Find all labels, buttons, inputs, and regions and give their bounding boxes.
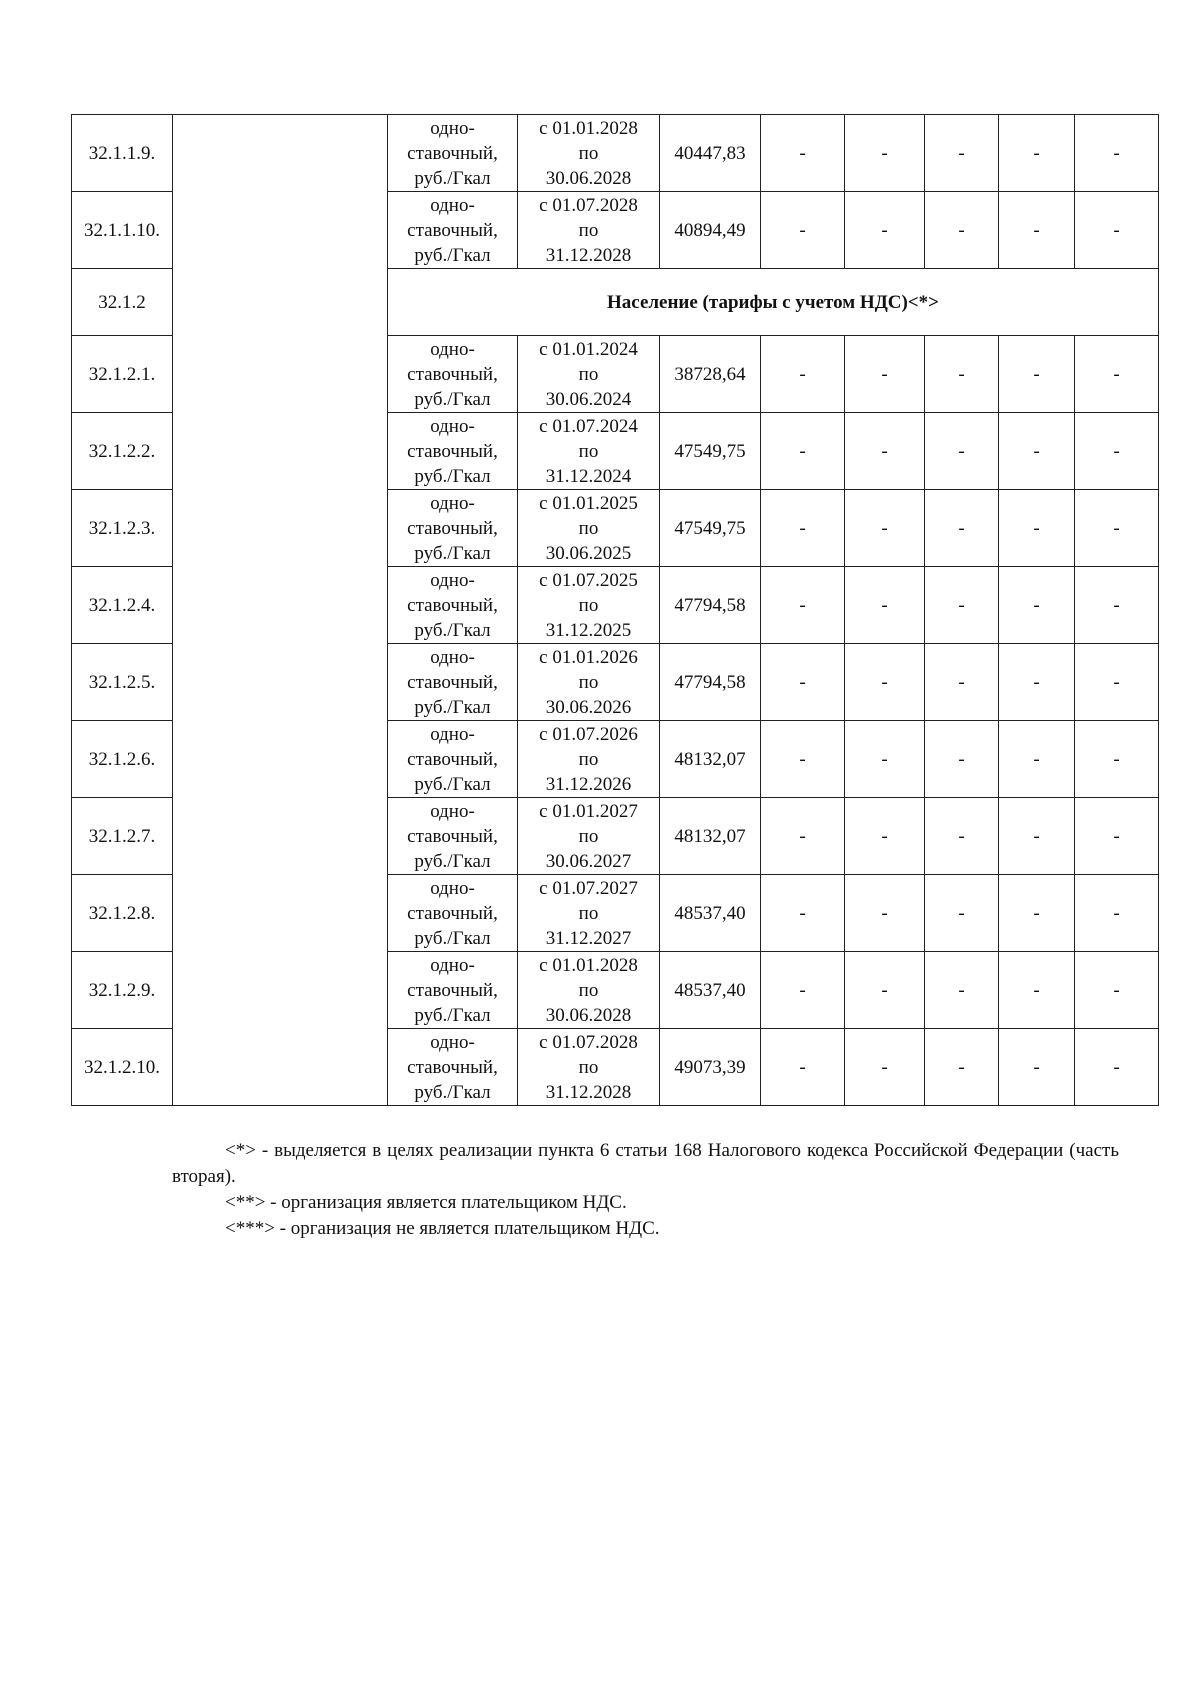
tariff-type xyxy=(388,798,518,875)
tariff-period xyxy=(518,875,660,952)
dash-cell: - xyxy=(925,192,999,269)
dash-cell: - xyxy=(999,115,1075,192)
tariff-period-line: 30.06.2024 xyxy=(545,388,632,410)
tariff-type-line: одно- xyxy=(430,1031,475,1053)
tariff-type-line: ставочный, xyxy=(407,748,498,770)
tariff-type-line: одно- xyxy=(430,800,475,822)
tariff-period-line: с 01.07.2026 xyxy=(539,723,638,745)
footnote-vat-payer: <**> - организация является плательщиком НДС. xyxy=(225,1192,627,1213)
tariff-type xyxy=(388,413,518,490)
tariff-type-line: руб./Гкал xyxy=(414,542,491,564)
dash-cell: - xyxy=(999,644,1075,721)
tariff-type-line: руб./Гкал xyxy=(414,619,491,641)
dash-cell: - xyxy=(999,798,1075,875)
row-number: 32.1.2.7. xyxy=(72,798,173,875)
tariff-period xyxy=(518,490,660,567)
tariff-value: 48132,07 xyxy=(660,721,761,798)
dash-cell: - xyxy=(925,1029,999,1106)
row-number: 32.1.1.10. xyxy=(72,192,173,269)
tariff-type-line: ставочный, xyxy=(407,142,498,164)
dash-cell: - xyxy=(999,567,1075,644)
tariff-period-line: 31.12.2024 xyxy=(545,465,632,487)
tariff-type-line: руб./Гкал xyxy=(414,696,491,718)
row-number: 32.1.2.3. xyxy=(72,490,173,567)
tariff-type-line: одно- xyxy=(430,338,475,360)
dash-cell: - xyxy=(999,952,1075,1029)
dash-cell: - xyxy=(1075,413,1159,490)
dash-cell: - xyxy=(1075,336,1159,413)
tariff-period xyxy=(518,192,660,269)
dash-cell: - xyxy=(1075,721,1159,798)
tariff-period xyxy=(518,644,660,721)
dash-cell: - xyxy=(761,336,845,413)
tariff-type-line: руб./Гкал xyxy=(414,850,491,872)
dash-cell: - xyxy=(845,115,925,192)
tariff-period-line: по xyxy=(578,363,599,385)
tariff-period-line: по xyxy=(578,594,599,616)
tariff-type-line: ставочный, xyxy=(407,440,498,462)
tariff-value: 47549,75 xyxy=(660,413,761,490)
tariff-type xyxy=(388,192,518,269)
tariff-type xyxy=(388,1029,518,1106)
tariff-period-line: по xyxy=(578,219,599,241)
tariff-period-line: по xyxy=(578,142,599,164)
tariff-period-line: 31.12.2028 xyxy=(545,244,632,266)
tariff-period-line: 31.12.2027 xyxy=(545,927,632,949)
tariff-period-line: 30.06.2028 xyxy=(545,1004,632,1026)
tariff-type-line: руб./Гкал xyxy=(414,773,491,795)
tariff-type-line: ставочный, xyxy=(407,979,498,1001)
dash-cell: - xyxy=(1075,952,1159,1029)
footnote-vat-allocated: <*> - выделяется в целях реализации пункта 6 статьи 168 Налогового кодекса Российской Федерации (часть вторая). xyxy=(172,1140,1119,1187)
tariff-type-line: одно- xyxy=(430,117,475,139)
dash-cell: - xyxy=(761,567,845,644)
tariff-type-line: ставочный, xyxy=(407,219,498,241)
tariff-period-line: 30.06.2026 xyxy=(545,696,632,718)
tariff-period xyxy=(518,336,660,413)
tariff-type xyxy=(388,567,518,644)
tariff-period-line: 31.12.2028 xyxy=(545,1081,632,1103)
dash-cell: - xyxy=(925,413,999,490)
tariff-period-line: 31.12.2025 xyxy=(545,619,632,641)
tariff-type xyxy=(388,336,518,413)
tariff-period-line: с 01.07.2028 xyxy=(539,1031,638,1053)
dash-cell: - xyxy=(1075,644,1159,721)
dash-cell: - xyxy=(999,413,1075,490)
tariff-type-line: руб./Гкал xyxy=(414,388,491,410)
dash-cell: - xyxy=(761,721,845,798)
tariff-period-line: с 01.01.2028 xyxy=(539,117,638,139)
tariff-type-line: руб./Гкал xyxy=(414,244,491,266)
dash-cell: - xyxy=(925,115,999,192)
dash-cell: - xyxy=(925,875,999,952)
row-number: 32.1.2.9. xyxy=(72,952,173,1029)
tariff-value: 49073,39 xyxy=(660,1029,761,1106)
tariff-period-line: с 01.01.2025 xyxy=(539,492,638,514)
tariff-type-line: одно- xyxy=(430,415,475,437)
tariff-period-line: с 01.01.2027 xyxy=(539,800,638,822)
tariff-period xyxy=(518,413,660,490)
tariff-type-line: руб./Гкал xyxy=(414,1004,491,1026)
dash-cell: - xyxy=(999,336,1075,413)
row-number: 32.1.2.4. xyxy=(72,567,173,644)
tariff-period xyxy=(518,115,660,192)
dash-cell: - xyxy=(1075,875,1159,952)
tariff-period xyxy=(518,952,660,1029)
dash-cell: - xyxy=(925,567,999,644)
tariff-type-line: ставочный, xyxy=(407,825,498,847)
tariff-type-line: одно- xyxy=(430,646,475,668)
tariff-period-line: с 01.07.2025 xyxy=(539,569,638,591)
row-number: 32.1.2.1. xyxy=(72,336,173,413)
tariff-period-line: 30.06.2028 xyxy=(545,167,632,189)
tariff-period xyxy=(518,721,660,798)
section-title: Население (тарифы с учетом НДС)<*> xyxy=(388,269,1159,336)
dash-cell: - xyxy=(925,721,999,798)
tariff-period-line: по xyxy=(578,440,599,462)
dash-cell: - xyxy=(845,721,925,798)
tariff-value: 47794,58 xyxy=(660,567,761,644)
row-number: 32.1.1.9. xyxy=(72,115,173,192)
dash-cell: - xyxy=(761,490,845,567)
tariff-period-line: с 01.07.2028 xyxy=(539,194,638,216)
dash-cell: - xyxy=(999,192,1075,269)
dash-cell: - xyxy=(925,798,999,875)
dash-cell: - xyxy=(845,490,925,567)
row-number: 32.1.2.2. xyxy=(72,413,173,490)
tariff-type-line: одно- xyxy=(430,194,475,216)
tariff-value: 38728,64 xyxy=(660,336,761,413)
dash-cell: - xyxy=(845,875,925,952)
dash-cell: - xyxy=(999,875,1075,952)
dash-cell: - xyxy=(1075,490,1159,567)
tariff-value: 48132,07 xyxy=(660,798,761,875)
tariff-type-line: одно- xyxy=(430,954,475,976)
dash-cell: - xyxy=(761,644,845,721)
tariff-type xyxy=(388,721,518,798)
tariff-type-line: руб./Гкал xyxy=(414,927,491,949)
dash-cell: - xyxy=(925,490,999,567)
tariff-type xyxy=(388,115,518,192)
tariff-period xyxy=(518,1029,660,1106)
tariff-type-line: ставочный, xyxy=(407,671,498,693)
tariff-type xyxy=(388,490,518,567)
dash-cell: - xyxy=(999,490,1075,567)
tariff-period-line: по xyxy=(578,1056,599,1078)
tariff-period-line: с 01.01.2024 xyxy=(539,338,638,360)
dash-cell: - xyxy=(845,798,925,875)
row-number: 32.1.2.8. xyxy=(72,875,173,952)
dash-cell: - xyxy=(845,644,925,721)
tariff-type-line: ставочный, xyxy=(407,1056,498,1078)
footnotes xyxy=(172,1138,1119,1242)
dash-cell: - xyxy=(1075,115,1159,192)
tariff-type-line: ставочный, xyxy=(407,594,498,616)
dash-cell: - xyxy=(845,567,925,644)
dash-cell: - xyxy=(845,413,925,490)
dash-cell: - xyxy=(999,721,1075,798)
dash-cell: - xyxy=(845,1029,925,1106)
section-number: 32.1.2 xyxy=(72,269,173,336)
tariff-value: 40447,83 xyxy=(660,115,761,192)
tariff-period xyxy=(518,798,660,875)
dash-cell: - xyxy=(925,644,999,721)
tariff-table xyxy=(71,114,1159,1106)
tariff-period-line: по xyxy=(578,825,599,847)
tariff-type-line: руб./Гкал xyxy=(414,465,491,487)
tariff-period-line: 31.12.2026 xyxy=(545,773,632,795)
tariff-type-line: руб./Гкал xyxy=(414,167,491,189)
tariff-period-line: по xyxy=(578,902,599,924)
row-number: 32.1.2.5. xyxy=(72,644,173,721)
tariff-value: 47794,58 xyxy=(660,644,761,721)
dash-cell: - xyxy=(761,875,845,952)
dash-cell: - xyxy=(925,952,999,1029)
tariff-period-line: с 01.01.2026 xyxy=(539,646,638,668)
tariff-type xyxy=(388,644,518,721)
dash-cell: - xyxy=(1075,1029,1159,1106)
tariff-type xyxy=(388,875,518,952)
tariff-period xyxy=(518,567,660,644)
footnote-non-vat-payer: <***> - организация не является плательщиком НДС. xyxy=(225,1218,660,1239)
tariff-type-line: руб./Гкал xyxy=(414,1081,491,1103)
dash-cell: - xyxy=(1075,567,1159,644)
dash-cell: - xyxy=(925,336,999,413)
dash-cell: - xyxy=(845,192,925,269)
tariff-type-line: одно- xyxy=(430,569,475,591)
dash-cell: - xyxy=(1075,192,1159,269)
tariff-value: 40894,49 xyxy=(660,192,761,269)
tariff-type-line: одно- xyxy=(430,877,475,899)
dash-cell: - xyxy=(845,952,925,1029)
dash-cell: - xyxy=(845,336,925,413)
dash-cell: - xyxy=(761,798,845,875)
tariff-period-line: по xyxy=(578,671,599,693)
tariff-period-line: с 01.07.2027 xyxy=(539,877,638,899)
tariff-type-line: одно- xyxy=(430,492,475,514)
dash-cell: - xyxy=(761,1029,845,1106)
dash-cell: - xyxy=(761,115,845,192)
tariff-period-line: по xyxy=(578,517,599,539)
tariff-value: 48537,40 xyxy=(660,875,761,952)
tariff-type-line: одно- xyxy=(430,723,475,745)
tariff-period-line: с 01.07.2024 xyxy=(539,415,638,437)
dash-cell: - xyxy=(999,1029,1075,1106)
tariff-type-line: ставочный, xyxy=(407,517,498,539)
tariff-period-line: 30.06.2027 xyxy=(545,850,632,872)
row-number: 32.1.2.10. xyxy=(72,1029,173,1106)
tariff-type-line: ставочный, xyxy=(407,902,498,924)
merged-blank-cell xyxy=(173,115,388,1106)
row-number: 32.1.2.6. xyxy=(72,721,173,798)
dash-cell: - xyxy=(761,952,845,1029)
dash-cell: - xyxy=(1075,798,1159,875)
dash-cell: - xyxy=(761,413,845,490)
dash-cell: - xyxy=(761,192,845,269)
tariff-period-line: по xyxy=(578,979,599,1001)
table-row xyxy=(72,115,1159,192)
tariff-type xyxy=(388,952,518,1029)
tariff-period-line: 30.06.2025 xyxy=(545,542,632,564)
tariff-value: 48537,40 xyxy=(660,952,761,1029)
tariff-period-line: по xyxy=(578,748,599,770)
tariff-value: 47549,75 xyxy=(660,490,761,567)
tariff-period-line: с 01.01.2028 xyxy=(539,954,638,976)
tariff-type-line: ставочный, xyxy=(407,363,498,385)
